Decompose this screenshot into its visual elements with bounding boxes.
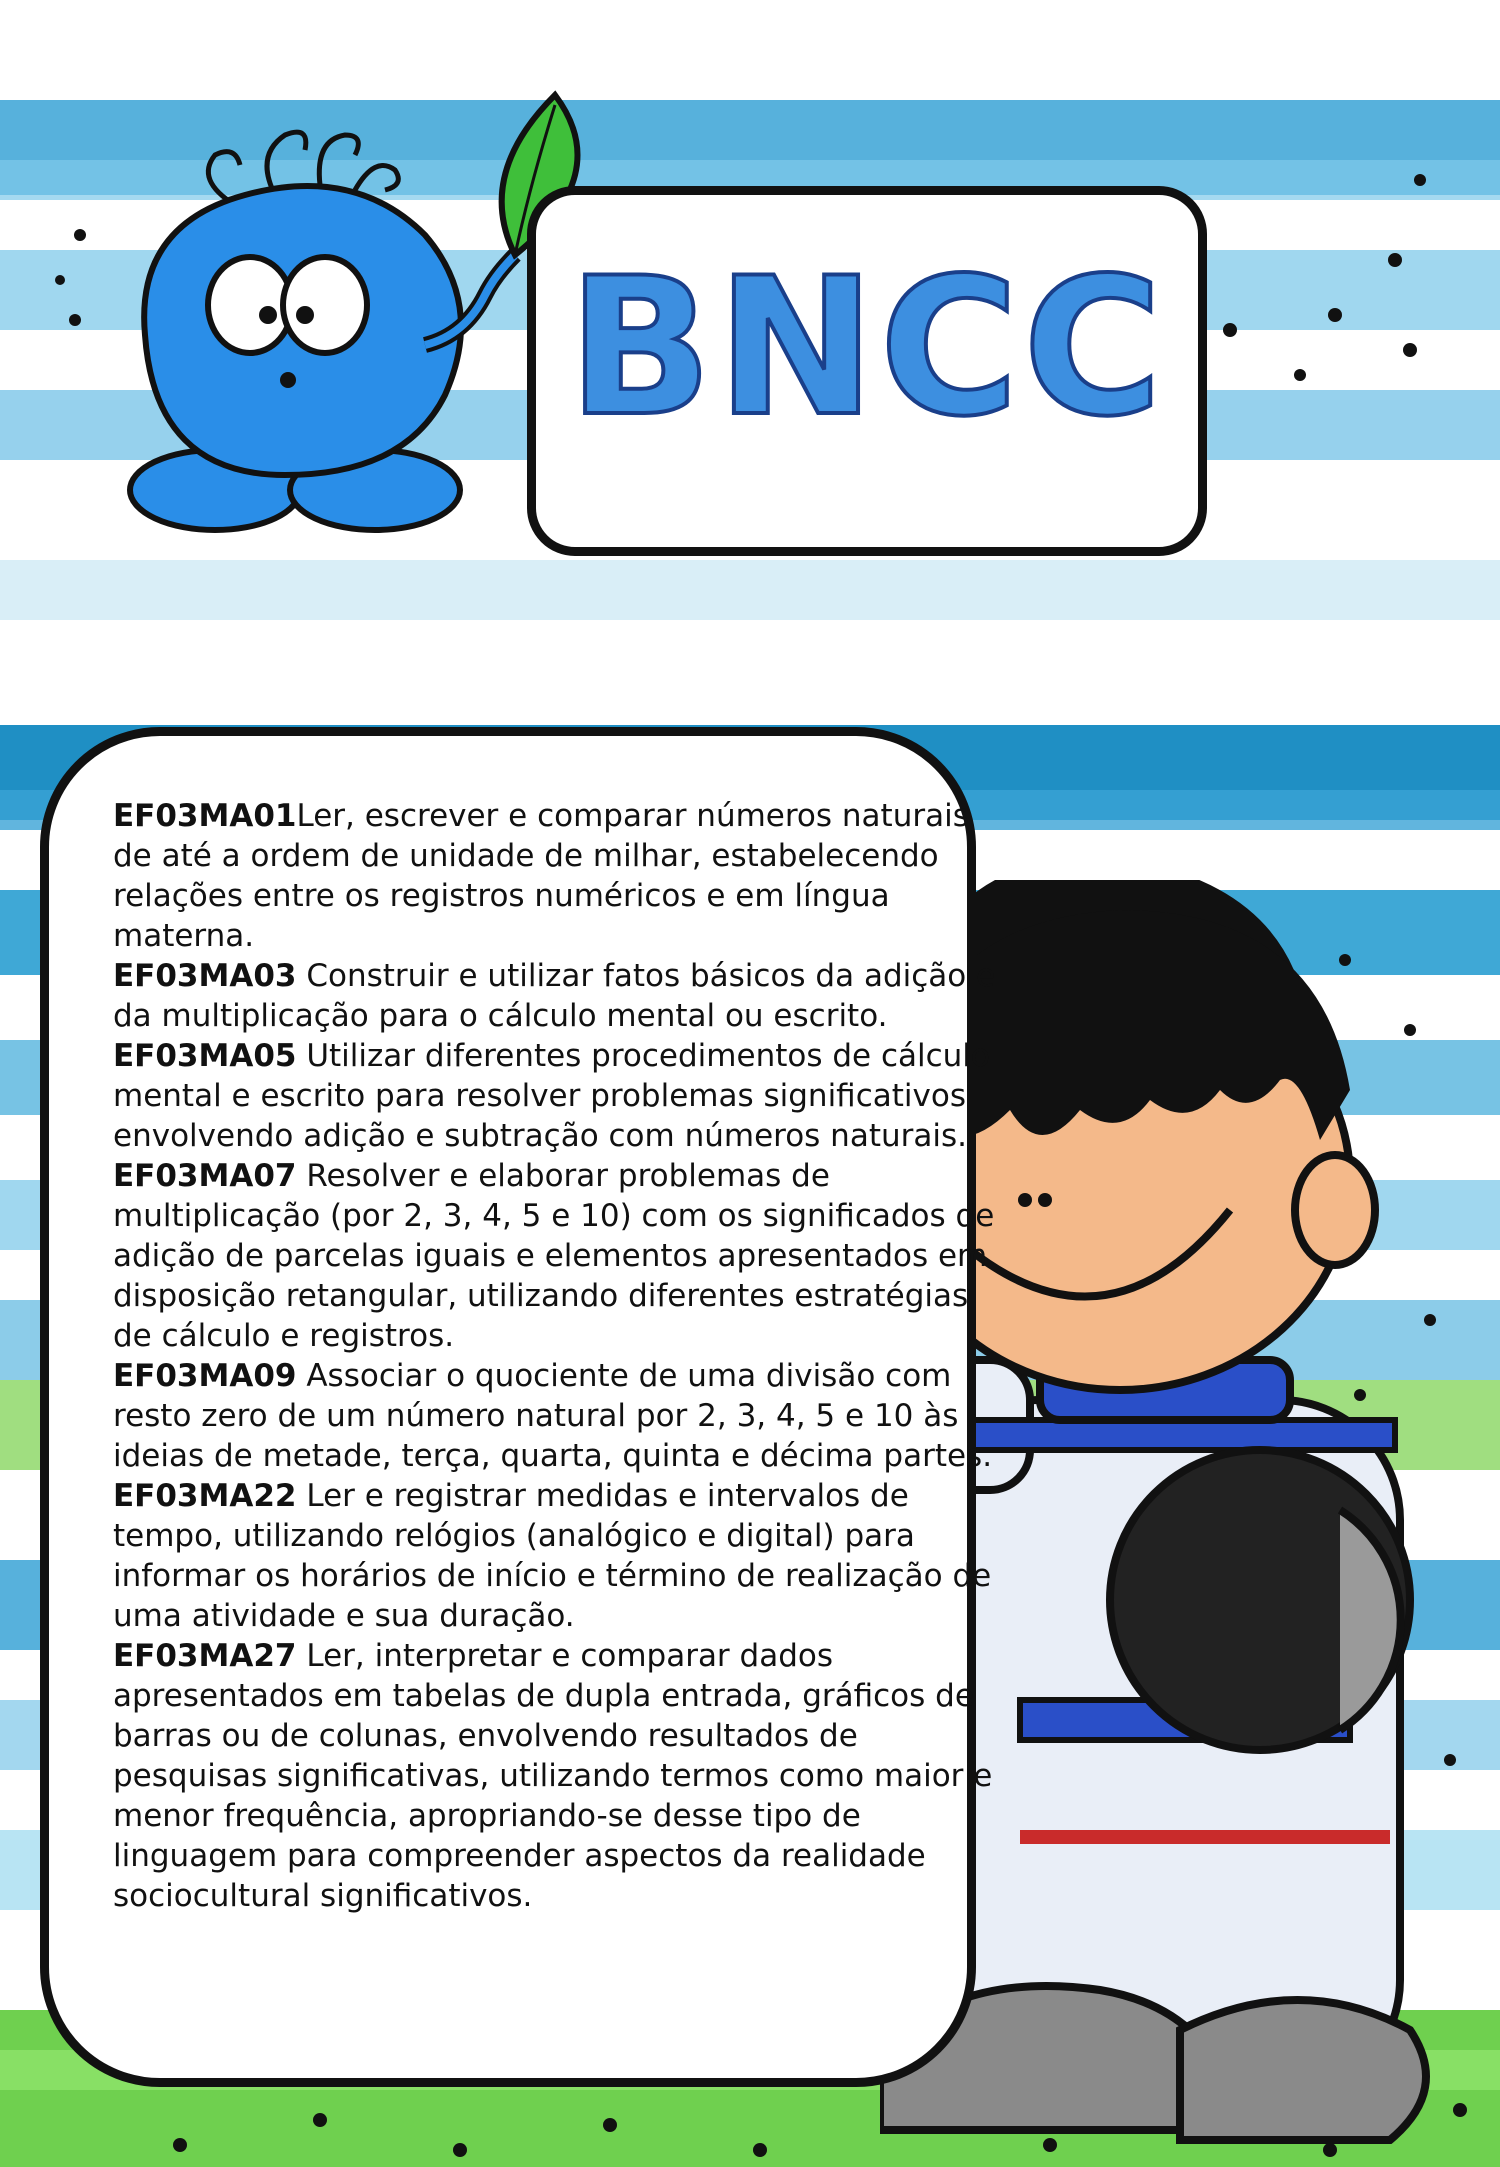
skills-list	[113, 796, 1013, 1916]
skill-item	[113, 1636, 1013, 1916]
skill-code: EF03MA01	[113, 798, 297, 834]
skill-item	[113, 1476, 1013, 1636]
skill-item	[113, 956, 1013, 1036]
skill-item	[113, 1356, 1013, 1476]
skill-code: EF03MA27	[113, 1638, 297, 1674]
skill-text: Utilizar diferentes procedimentos de cálculo mental e escrito para resolver problemas significativos envolvendo adição e subtração com números naturais.	[113, 1038, 990, 1154]
skill-code: EF03MA22	[113, 1478, 297, 1514]
skills-card	[40, 727, 996, 2087]
skill-item	[113, 1036, 1013, 1156]
title-box	[527, 186, 1207, 556]
skill-text: Resolver e elaborar problemas de multiplicação (por 2, 3, 4, 5 e 10) com os significados de adição de parcelas iguais e elementos apresentados em disposição retangular, utilizando diferentes estratégias de cálculo e registros.	[113, 1158, 995, 1354]
skill-text: Ler, escrever e comparar números naturais de até a ordem de unidade de milhar, estabelecendo relações entre os registros numéricos e em língua materna.	[113, 798, 969, 954]
skill-code: EF03MA05	[113, 1038, 297, 1074]
skill-code: EF03MA09	[113, 1358, 297, 1394]
skill-item	[113, 1156, 1013, 1356]
skill-text: Ler e registrar medidas e intervalos de tempo, utilizando relógios (analógico e digital) para informar os horários de início e término de realização de uma atividade e sua duração.	[113, 1478, 992, 1634]
skill-text: Ler, interpretar e comparar dados apresentados em tabelas de dupla entrada, gráficos de barras ou de colunas, envolvendo resultados de pesquisas significativas, utilizando termos como maior e menor frequência, apropriando-se desse tipo de linguagem para compreender aspectos da realidade sociocultural significativos.	[113, 1638, 993, 1914]
skill-code: EF03MA03	[113, 958, 297, 994]
skill-item	[113, 796, 1013, 956]
skill-text: Construir e utilizar fatos básicos da adição e da multiplicação para o cálculo mental ou escrito.	[113, 958, 996, 1034]
skill-text: Associar o quociente de uma divisão com resto zero de um número natural por 2, 3, 4, 5 e 10 às ideias de metade, terça, quarta, quinta e décima partes.	[113, 1358, 993, 1474]
skill-code: EF03MA07	[113, 1158, 297, 1194]
page-title: BNCC	[567, 237, 1167, 458]
